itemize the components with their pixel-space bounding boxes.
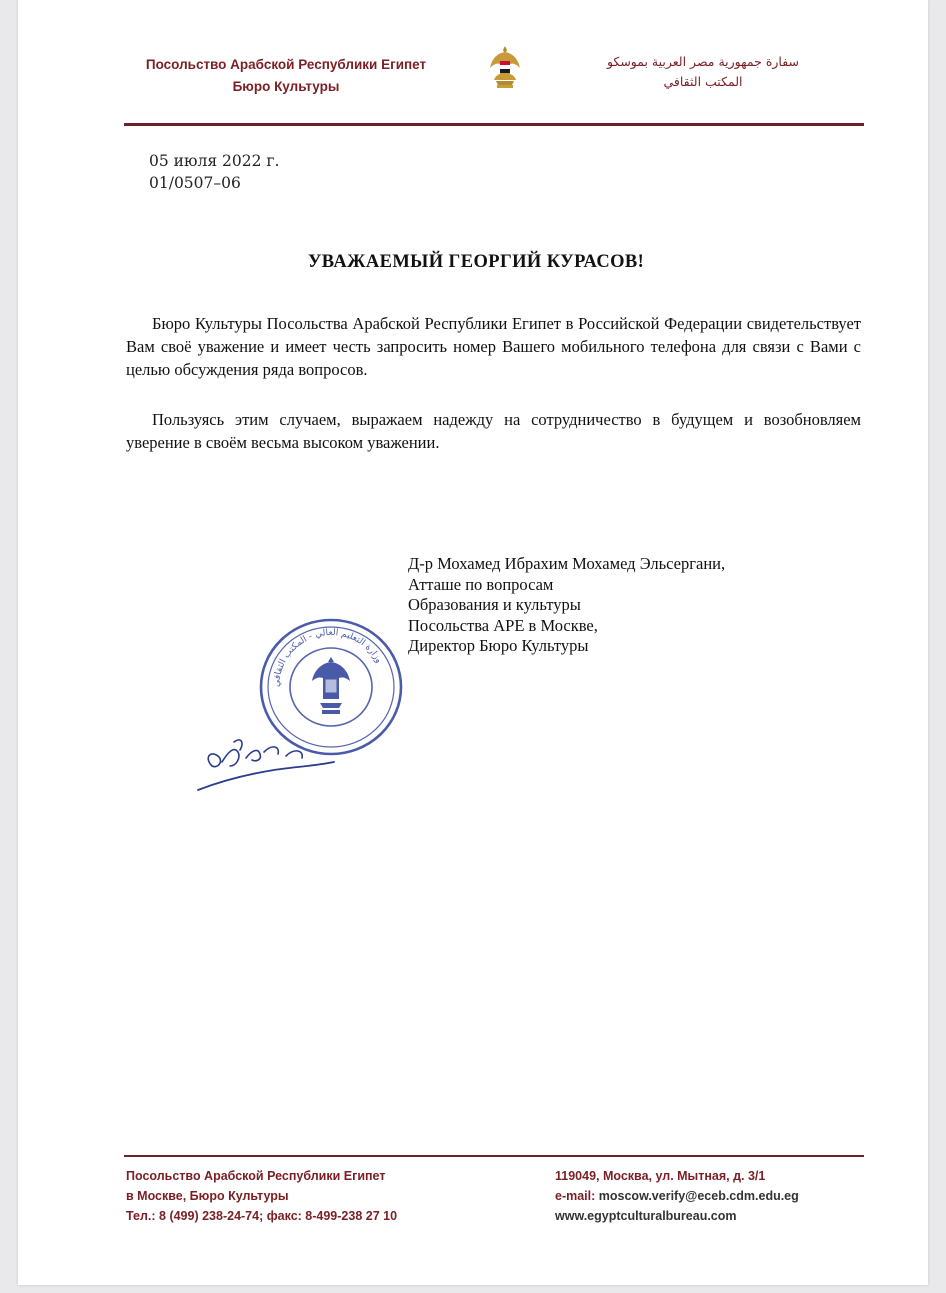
header-embassy-name: Посольство Арабской Республики Египет — [145, 57, 427, 72]
signatory-department: Образования и культуры — [408, 595, 581, 614]
salutation: УВАЖАЕМЫЙ ГЕОРГИЙ КУРАСОВ! — [307, 252, 645, 272]
header-arabic-bureau: المكتب الثقافي — [663, 74, 743, 89]
stamp-text: وزارة التعليم العالي - المكتب الثقافي — [271, 627, 384, 688]
signatory-position: Директор Бюро Культуры — [408, 636, 589, 655]
footer-website-link[interactable]: www.egyptculturalbureau.com — [555, 1209, 737, 1223]
body-paragraph-1: Бюро Культуры Посольства Арабской Республики Египет в Российской Федерации свидетельствует Вам своё уважение и имеет честь запросить номер Вашего мобильного телефона для связи с Вами с целью обсуждения ряда вопросов. — [126, 314, 861, 379]
handwritten-signature — [194, 722, 374, 794]
footer-email-label: e-mail: — [555, 1189, 596, 1203]
header-divider — [124, 123, 864, 126]
body-paragraph-2: Пользуясь этим случаем, выражаем надежду на сотрудничество в будущем и возобновляем уверение в своём весьма высоком уважении. — [126, 410, 861, 452]
header-russian — [126, 54, 446, 98]
header-bureau-name: Бюро Культуры — [232, 79, 340, 94]
footer-divider — [124, 1155, 864, 1157]
footer-phone-fax: Тел.: 8 (499) 238-24-74; факс: 8-499-238 27 10 — [126, 1209, 398, 1223]
signatory-title: Атташе по вопросам — [408, 574, 554, 594]
letter-meta — [149, 150, 279, 194]
header-arabic — [578, 52, 828, 92]
footer-right — [555, 1166, 799, 1226]
letter-page — [18, 0, 928, 1285]
signature-block — [408, 554, 725, 657]
letter-date: 05 июля 2022 г. — [149, 152, 280, 170]
footer-embassy: Посольство Арабской Республики Египет — [126, 1169, 386, 1183]
signatory-embassy: Посольства АРЕ в Москве, — [408, 615, 598, 635]
footer-email-link[interactable]: moscow.verify@eceb.cdm.edu.eg — [598, 1189, 799, 1203]
eagle-emblem-icon — [488, 44, 522, 90]
footer-bureau: в Москве, Бюро Культуры — [126, 1189, 289, 1203]
signatory-name: Д-р Мохамед Ибрахим Мохамед Эльсергани, — [408, 554, 726, 573]
footer-address: 119049, Москва, ул. Мытная, д. 3/1 — [555, 1169, 766, 1183]
footer-email-line — [555, 1186, 799, 1206]
footer-left — [126, 1166, 397, 1226]
header-arabic-embassy: سفارة جمهورية مصر العربية بموسكو — [606, 54, 800, 69]
letter-reference: 01/0507–06 — [149, 174, 241, 192]
